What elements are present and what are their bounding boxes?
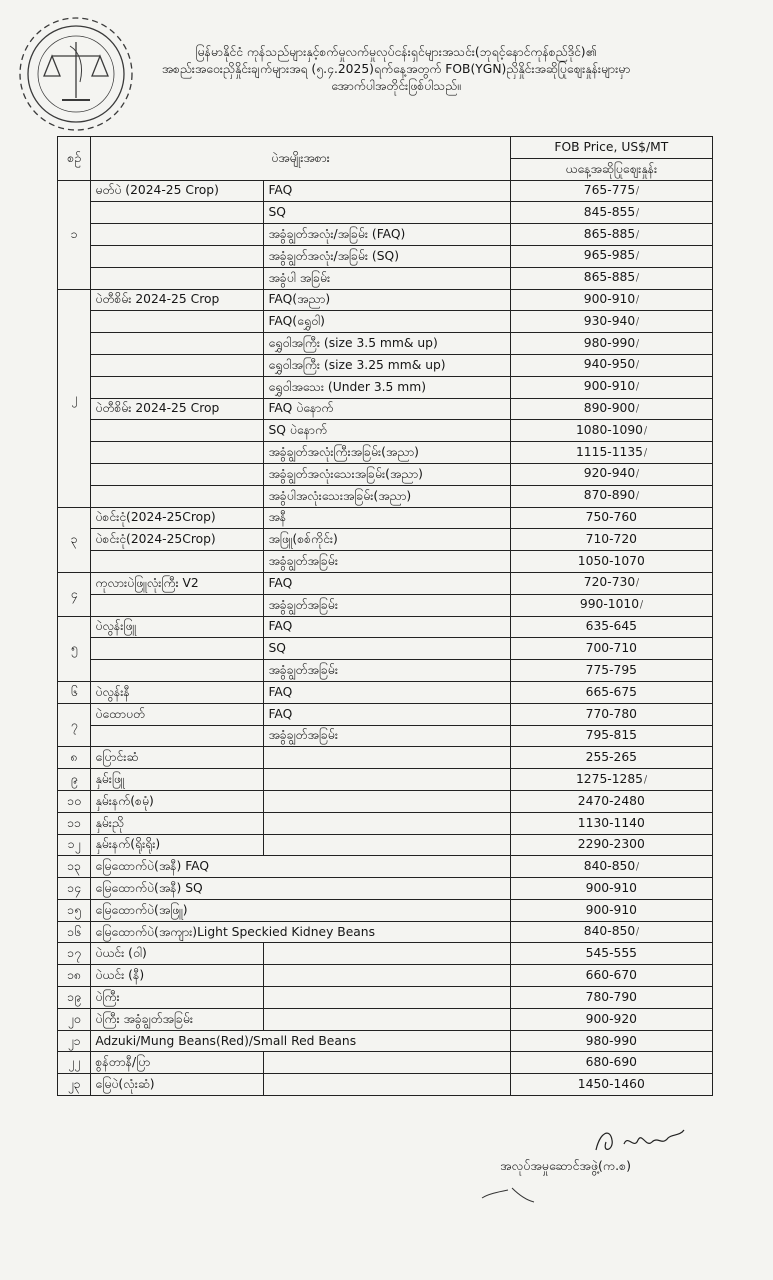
price-value: 920-940 — [583, 466, 636, 481]
serial-number: ၁၉ — [58, 987, 91, 1009]
table-row — [58, 529, 713, 551]
table-row — [58, 899, 713, 921]
bean-name: မြေပဲ(လုံးဆံ) — [91, 1074, 264, 1096]
heading-line-1: မြန်မာနိုင်ငံ ကုန်သည်များနှင့်စက်မှုလက်မှုလုပ်ငန်းရှင်များအသင်း(ဘုရင့်နောင်ကုန်စည်ဒိုင်)၏ — [195, 45, 597, 59]
bean-name — [91, 638, 264, 660]
check-mark-icon: ⁄ — [643, 774, 649, 786]
price: 900-910 — [510, 899, 712, 921]
price: 2470-2480 — [510, 790, 712, 812]
check-mark-icon: ⁄ — [635, 491, 641, 503]
grade: ရွှေဝါအသေး (Under 3.5 mm) — [264, 376, 510, 398]
table-row — [58, 681, 713, 703]
bean-name: နှမ်းဖြူ — [91, 769, 264, 791]
grade — [264, 834, 510, 856]
price — [510, 224, 712, 246]
price: 545-555 — [510, 943, 712, 965]
bean-name: ပဲလွန်းဖြူ — [91, 616, 264, 638]
price: 980-990 — [510, 1030, 712, 1052]
bean-name: ပဲကြီး အခွံချွတ်အခြမ်း — [91, 1008, 264, 1030]
bean-name — [91, 442, 264, 464]
price-table — [57, 136, 713, 1096]
grade: အဖြူ(စစ်ကိုင်း) — [264, 529, 510, 551]
table-row — [58, 420, 713, 442]
grade: အခွံချွတ်အခြမ်း — [264, 551, 510, 573]
table-row — [58, 1008, 713, 1030]
serial-number: ၂၀ — [58, 1008, 91, 1030]
committee-label: အလုပ်အမှုဆောင်အဖွဲ့(က.စ) — [500, 1158, 631, 1173]
grade — [264, 790, 510, 812]
table-row — [58, 572, 713, 594]
bean-name: ပဲလွန်းနီ — [91, 681, 264, 703]
price: 900-910 — [510, 878, 712, 900]
grade: FAQ(ရွှေဝါ) — [264, 311, 510, 333]
bean-name: ပဲယင်း (နီ) — [91, 965, 264, 987]
bean-name — [91, 594, 264, 616]
serial-number: ၃ — [58, 507, 91, 572]
price — [510, 289, 712, 311]
table-row — [58, 202, 713, 224]
table-row — [58, 1074, 713, 1096]
check-mark-icon: ⁄ — [635, 469, 641, 481]
grade — [264, 943, 510, 965]
check-mark-icon: ⁄ — [639, 600, 645, 612]
check-mark-icon: ⁄ — [635, 360, 641, 372]
price — [510, 485, 712, 507]
price-value: 840-850 — [583, 924, 636, 939]
table-row — [58, 1052, 713, 1074]
price: 635-645 — [510, 616, 712, 638]
serial-number: ၂ — [58, 289, 91, 507]
table-row — [58, 878, 713, 900]
table-row — [58, 224, 713, 246]
table-row — [58, 834, 713, 856]
check-mark-icon: ⁄ — [635, 229, 641, 241]
price-value: 980-990 — [583, 335, 636, 350]
price: 775-795 — [510, 660, 712, 682]
serial-number: ၁၈ — [58, 965, 91, 987]
check-mark-icon: ⁄ — [635, 316, 641, 328]
grade: FAQ — [264, 703, 510, 725]
bean-name — [91, 333, 264, 355]
price: 660-670 — [510, 965, 712, 987]
grade: FAQ — [264, 616, 510, 638]
price-value: 870-890 — [583, 488, 636, 503]
table-row — [58, 507, 713, 529]
document-heading — [96, 44, 696, 95]
price: 1450-1460 — [510, 1074, 712, 1096]
bean-name — [91, 354, 264, 376]
serial-number: ၁၅ — [58, 899, 91, 921]
grade: ရွှေဝါအကြီး (size 3.5 mm& up) — [264, 333, 510, 355]
price-value: 1275-1285 — [575, 771, 643, 786]
price-value: 865-885 — [583, 270, 636, 285]
serial-number: ၁၃ — [58, 856, 91, 878]
price — [510, 354, 712, 376]
price — [510, 376, 712, 398]
grade — [264, 747, 510, 769]
header-bean-type: ပဲအမျိုးအစား — [91, 137, 510, 181]
grade — [264, 812, 510, 834]
grade: အခွံချွတ်အခြမ်း — [264, 594, 510, 616]
table-row — [58, 812, 713, 834]
table-row — [58, 463, 713, 485]
serial-number: ၂၂ — [58, 1052, 91, 1074]
table-row — [58, 921, 713, 943]
bean-name: မတ်ပဲ (2024-25 Crop) — [91, 180, 264, 202]
grade: အခွံချွတ်အခြမ်း — [264, 725, 510, 747]
bean-name: နှမ်းညို — [91, 812, 264, 834]
check-mark-icon: ⁄ — [635, 927, 641, 939]
price — [510, 572, 712, 594]
table-row — [58, 267, 713, 289]
grade: အခွံပါအလုံးသေးအခြမ်း(အညာ) — [264, 485, 510, 507]
bean-name: ပဲတီစိမ်း 2024-25 Crop — [91, 289, 264, 311]
price — [510, 202, 712, 224]
price: 795-815 — [510, 725, 712, 747]
bean-name — [91, 267, 264, 289]
price: 2290-2300 — [510, 834, 712, 856]
table-row — [58, 965, 713, 987]
table-row — [58, 551, 713, 573]
price — [510, 311, 712, 333]
grade: အခွံချွတ်အလုံး/အခြမ်း (FAQ) — [264, 224, 510, 246]
price-value: 845-855 — [583, 204, 636, 219]
grade — [264, 1008, 510, 1030]
grade: အခွံချွတ်အခြမ်း — [264, 660, 510, 682]
price: 710-720 — [510, 529, 712, 551]
bean-name: စွန်တာနီ/ပြာ — [91, 1052, 264, 1074]
price-value: 940-950 — [583, 357, 636, 372]
table-header-row — [58, 137, 713, 159]
price — [510, 769, 712, 791]
price: 750-760 — [510, 507, 712, 529]
table-row — [58, 289, 713, 311]
grade: FAQ — [264, 572, 510, 594]
bean-name: နှမ်းနက်(စမုံ) — [91, 790, 264, 812]
bean-name: ပဲထောပတ် — [91, 703, 264, 725]
price — [510, 921, 712, 943]
serial-number: ၂၃ — [58, 1074, 91, 1096]
serial-number: ၁၆ — [58, 921, 91, 943]
price-value: 900-910 — [583, 379, 636, 394]
price-value: 1080-1090 — [575, 422, 643, 437]
check-mark-icon: ⁄ — [635, 578, 641, 590]
check-mark-icon: ⁄ — [635, 294, 641, 306]
table-row — [58, 987, 713, 1009]
check-mark-icon: ⁄ — [635, 382, 641, 394]
price: 1050-1070 — [510, 551, 712, 573]
bean-name: မြေထောက်ပဲ(အကျား)Light Speckied Kidney Beans — [91, 921, 510, 943]
price-value: 865-885 — [583, 226, 636, 241]
heading-line-2: အစည်းအဝေးညှိနှိုင်းချက်များအရ (၅.၄.2025)ရက်နေ့အတွက် FOB(YGN)ညှိနှိုင်းအဆိုပြုဈေးနှုန်းများမှာ — [161, 62, 631, 76]
price — [510, 245, 712, 267]
price-value: 930-940 — [583, 313, 636, 328]
bean-name — [91, 725, 264, 747]
bean-name — [91, 420, 264, 442]
serial-number: ၂၁ — [58, 1030, 91, 1052]
grade — [264, 965, 510, 987]
price: 900-920 — [510, 1008, 712, 1030]
grade — [264, 987, 510, 1009]
header-fob-price: FOB Price, US$/MT — [510, 137, 712, 159]
price: 680-690 — [510, 1052, 712, 1074]
serial-number: ၆ — [58, 681, 91, 703]
price-value: 840-850 — [583, 858, 636, 873]
table-row — [58, 703, 713, 725]
price-value: 900-910 — [583, 291, 636, 306]
serial-number: ၉ — [58, 769, 91, 791]
table-row — [58, 638, 713, 660]
bean-name: မြေထောက်ပဲ(အနီ) SQ — [91, 878, 510, 900]
price — [510, 856, 712, 878]
grade — [264, 1074, 510, 1096]
grade — [264, 769, 510, 791]
grade: SQ — [264, 202, 510, 224]
grade: ရွှေဝါအကြီး (size 3.25 mm& up) — [264, 354, 510, 376]
bean-name — [91, 551, 264, 573]
price-value: 765-775 — [583, 182, 636, 197]
serial-number: ၁၂ — [58, 834, 91, 856]
table-row — [58, 354, 713, 376]
table-row — [58, 485, 713, 507]
check-mark-icon: ⁄ — [635, 251, 641, 263]
bean-name — [91, 660, 264, 682]
grade: FAQ(အညာ) — [264, 289, 510, 311]
grade: FAQ — [264, 681, 510, 703]
price-value: 890-900 — [583, 400, 636, 415]
grade: အခွံချွတ်အလုံးကြီးအခြမ်း(အညာ) — [264, 442, 510, 464]
bean-name — [91, 463, 264, 485]
table-row — [58, 725, 713, 747]
bean-name: ပဲစင်းငုံ(2024-25Crop) — [91, 529, 264, 551]
serial-number: ၁၇ — [58, 943, 91, 965]
check-mark-icon: ⁄ — [635, 273, 641, 285]
table-row — [58, 856, 713, 878]
price — [510, 463, 712, 485]
table-row — [58, 943, 713, 965]
price — [510, 398, 712, 420]
bean-name: ပဲကြီး — [91, 987, 264, 1009]
heading-line-3: အောက်ပါအတိုင်းဖြစ်ပါသည်။ — [331, 79, 461, 93]
bean-name — [91, 224, 264, 246]
header-serial: စဉ် — [58, 137, 91, 181]
bean-name: နှမ်းနက်(ရိုးရိုး) — [91, 834, 264, 856]
bean-name: ပဲယင်း (ဝါ) — [91, 943, 264, 965]
table-row — [58, 790, 713, 812]
bean-name: Adzuki/Mung Beans(Red)/Small Red Beans — [91, 1030, 510, 1052]
bean-name: ကုလားပဲဖြူလုံးကြီး V2 — [91, 572, 264, 594]
bean-name: ပြောင်းဆံ — [91, 747, 264, 769]
signature-icon — [588, 1120, 708, 1160]
bean-name — [91, 311, 264, 333]
grade — [264, 1052, 510, 1074]
bean-name — [91, 485, 264, 507]
check-mark-icon: ⁄ — [635, 861, 641, 873]
price — [510, 267, 712, 289]
price-value: 990-1010 — [579, 597, 640, 612]
price — [510, 180, 712, 202]
table-row — [58, 398, 713, 420]
table-row — [58, 180, 713, 202]
serial-number: ၅ — [58, 616, 91, 681]
header-proposed-price: ယနေ့အဆိုပြုဈေးနှုန်း — [510, 158, 712, 180]
table-row — [58, 747, 713, 769]
table-row — [58, 594, 713, 616]
table-row — [58, 442, 713, 464]
price — [510, 594, 712, 616]
bean-name — [91, 202, 264, 224]
serial-number: ၁၁ — [58, 812, 91, 834]
price — [510, 333, 712, 355]
grade: FAQ — [264, 180, 510, 202]
pen-mark-icon — [478, 1180, 558, 1210]
table-row — [58, 616, 713, 638]
price: 700-710 — [510, 638, 712, 660]
price-value: 1115-1135 — [575, 444, 643, 459]
bean-name: ပဲတီစိမ်း 2024-25 Crop — [91, 398, 264, 420]
check-mark-icon: ⁄ — [643, 425, 649, 437]
grade: အခွံပါ အခြမ်း — [264, 267, 510, 289]
serial-number: ၁ — [58, 180, 91, 289]
serial-number: ၁၄ — [58, 878, 91, 900]
grade: SQ — [264, 638, 510, 660]
serial-number: ၈ — [58, 747, 91, 769]
price — [510, 420, 712, 442]
serial-number: ၁၀ — [58, 790, 91, 812]
check-mark-icon: ⁄ — [635, 207, 641, 219]
check-mark-icon: ⁄ — [635, 185, 641, 198]
price: 780-790 — [510, 987, 712, 1009]
price: 770-780 — [510, 703, 712, 725]
price-value: 965-985 — [583, 248, 636, 263]
check-mark-icon: ⁄ — [635, 338, 641, 350]
price: 665-675 — [510, 681, 712, 703]
table-row — [58, 333, 713, 355]
grade: အခွံချွတ်အလုံး/အခြမ်း (SQ) — [264, 245, 510, 267]
price-value: 720-730 — [583, 575, 636, 590]
grade: အနီ — [264, 507, 510, 529]
check-mark-icon: ⁄ — [635, 403, 641, 415]
table-row — [58, 660, 713, 682]
bean-name: ပဲစင်းငုံ(2024-25Crop) — [91, 507, 264, 529]
grade: SQ ပဲနောက် — [264, 420, 510, 442]
table-row — [58, 1030, 713, 1052]
bean-name: မြေထောက်ပဲ(အနီ) FAQ — [91, 856, 510, 878]
table-row — [58, 769, 713, 791]
grade: FAQ ပဲနောက် — [264, 398, 510, 420]
table-row — [58, 311, 713, 333]
bean-name: မြေထောက်ပဲ(အဖြူ) — [91, 899, 510, 921]
serial-number: ၄ — [58, 572, 91, 616]
table-row — [58, 376, 713, 398]
price: 1130-1140 — [510, 812, 712, 834]
price: 255-265 — [510, 747, 712, 769]
bean-name — [91, 245, 264, 267]
table-row — [58, 245, 713, 267]
price — [510, 442, 712, 464]
serial-number: ၇ — [58, 703, 91, 747]
bean-name — [91, 376, 264, 398]
check-mark-icon: ⁄ — [643, 447, 649, 459]
grade: အခွံချွတ်အလုံးသေးအခြမ်း(အညာ) — [264, 463, 510, 485]
